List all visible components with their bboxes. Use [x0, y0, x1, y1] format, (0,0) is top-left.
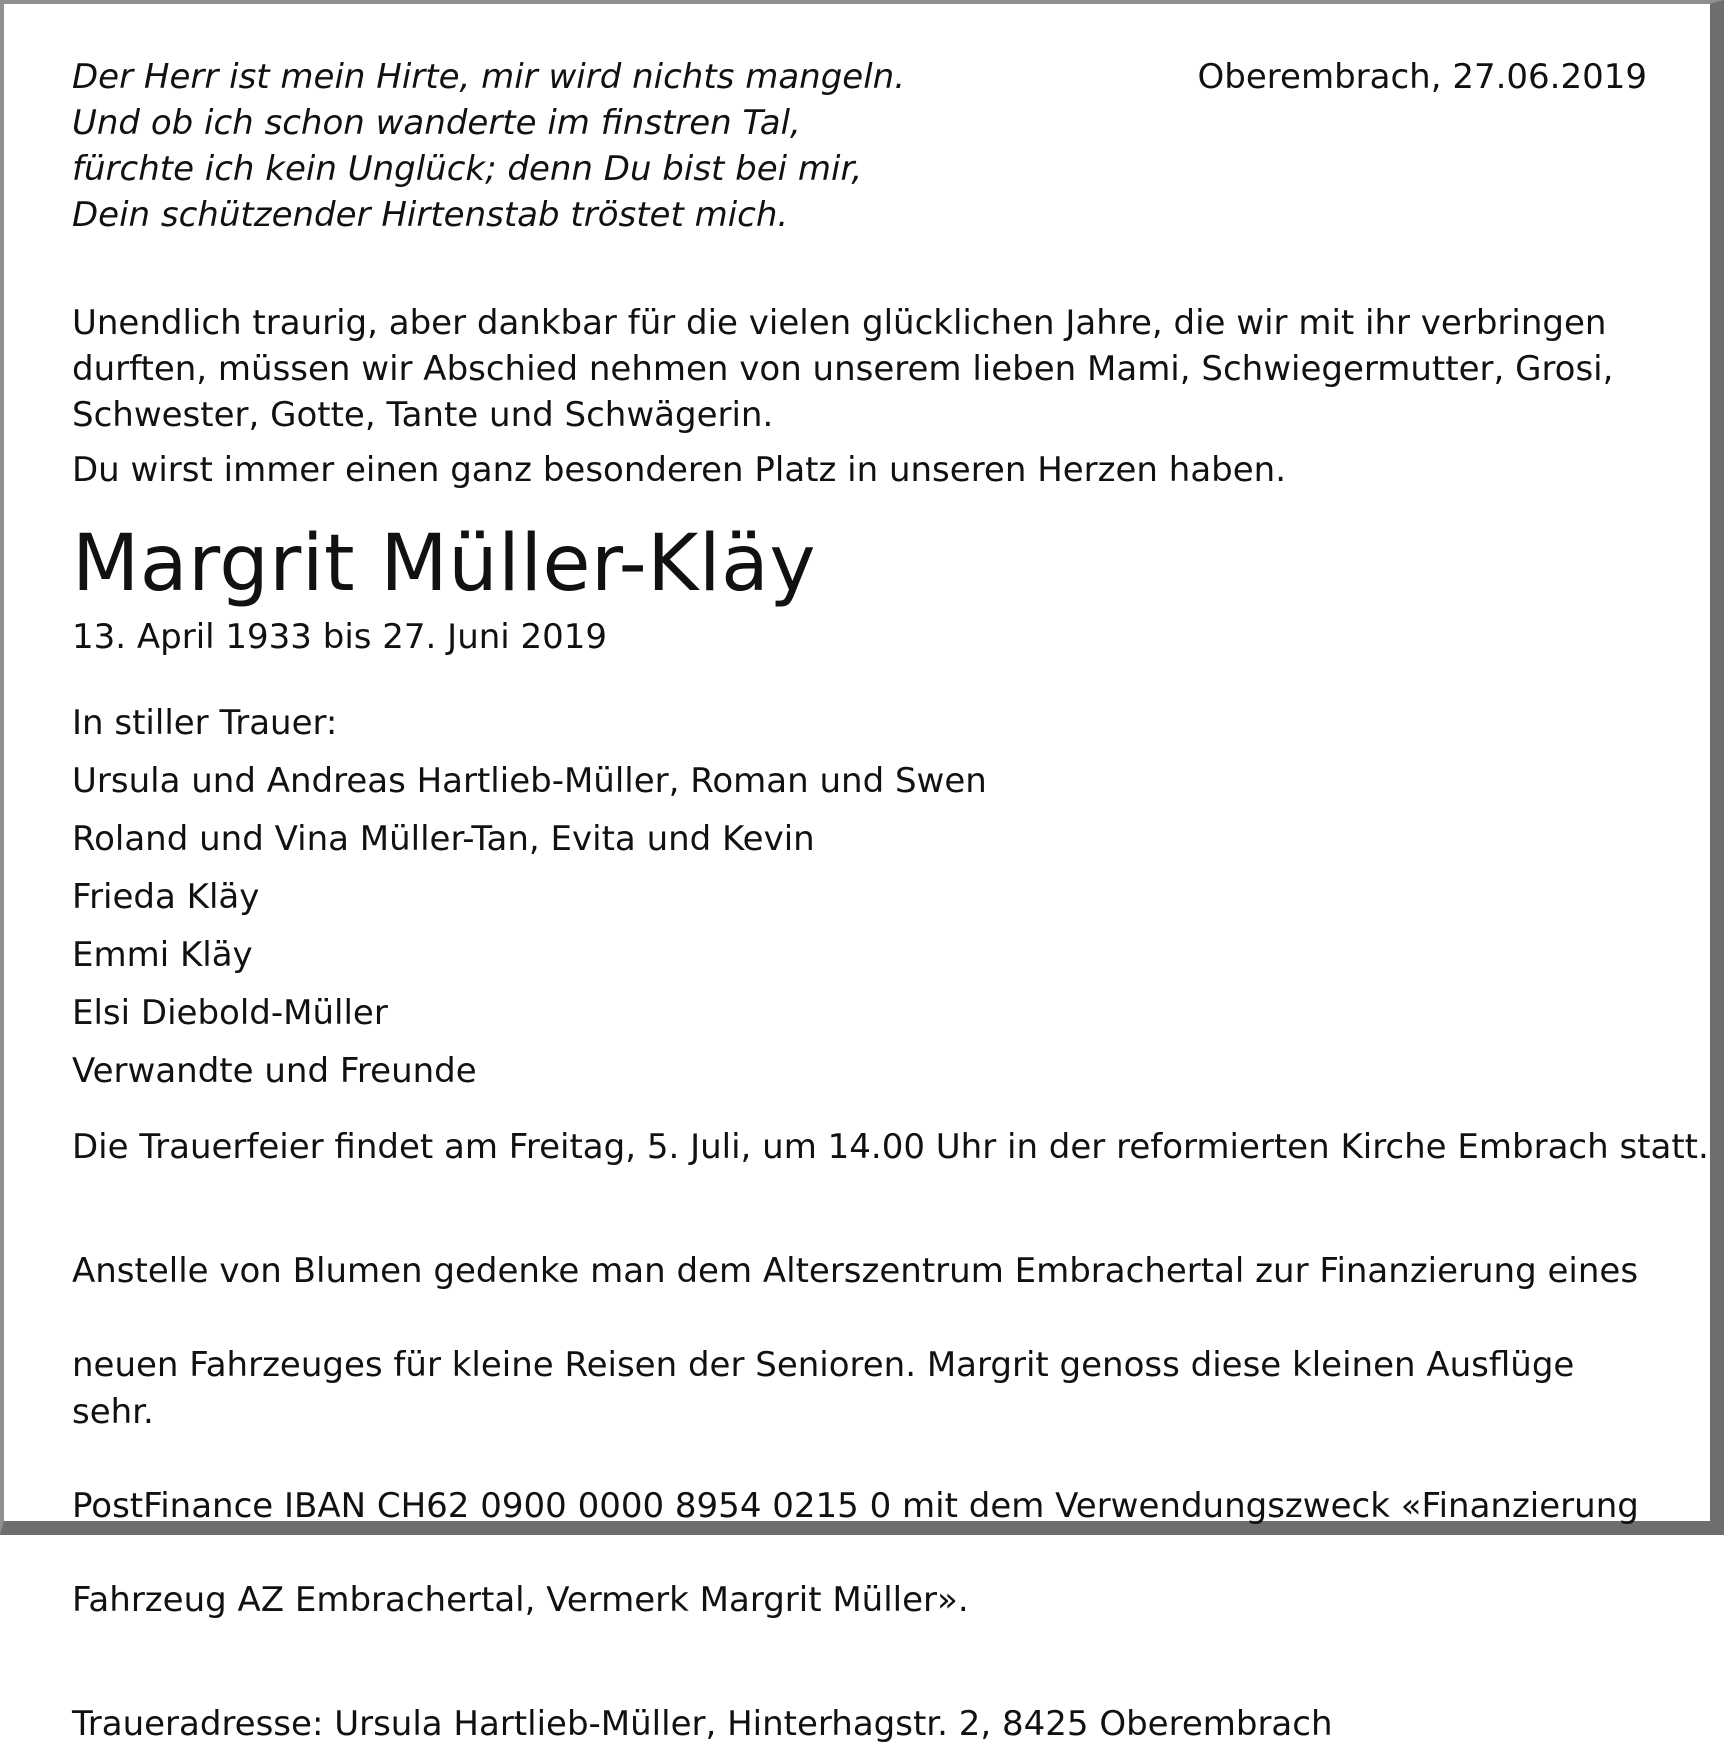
donation-line: neuen Fahrzeuges für kleine Reisen der Senioren. Margrit genoss diese kleinen Ausflüge sehr.: [72, 1345, 1575, 1432]
psalm-line: fürchte ich kein Unglück; denn Du bist bei mir,: [72, 149, 863, 189]
mourner-name: Verwandte und Freunde: [72, 1051, 477, 1091]
intro-line: durften, müssen wir Abschied nehmen von unserem lieben Mami, Schwiegermutter, Grosi,: [72, 349, 1614, 389]
heart-place-sentence: Du wirst immer einen ganz besonderen Platz in unseren Herzen haben.: [72, 450, 1287, 490]
ceremony-details: Die Trauerfeier findet am Freitag, 5. Juli, um 14.00 Uhr in der reformierten Kirche Embrach statt.: [72, 1127, 1709, 1167]
mourner-name: Emmi Kläy: [72, 935, 253, 975]
donation-line: Anstelle von Blumen gedenke man dem Alterszentrum Embrachertal zur Finanzierung eines: [72, 1251, 1639, 1291]
place-date: Oberembrach, 27.06.2019: [1197, 57, 1647, 97]
mourner-name: Ursula und Andreas Hartlieb-Müller, Roman und Swen: [72, 761, 987, 801]
header-row: [72, 54, 1647, 242]
mourning-address: Traueradresse: Ursula Hartlieb-Müller, Hinterhagstr. 2, 8425 Oberembrach: [72, 1704, 1333, 1744]
mourner-name: Elsi Diebold-Müller: [72, 993, 388, 1033]
intro-line: Unendlich traurig, aber dankbar für die vielen glücklichen Jahre, die wir mit ihr verbringen: [72, 303, 1607, 343]
mourner-name: Frieda Kläy: [72, 877, 260, 917]
psalm-line: Und ob ich schon wanderte im finstren Tal,: [72, 103, 801, 143]
intro-line: Schwester, Gotte, Tante und Schwägerin.: [72, 395, 774, 435]
obituary-content: [72, 54, 1709, 1748]
deceased-name: Margrit Müller-Kläy: [72, 519, 816, 609]
mourners-list: [72, 694, 1647, 1100]
donation-line: PostFinance IBAN CH62 0900 0000 8954 0215 0 mit dem Verwendungszweck «Finanzierung: [72, 1486, 1639, 1526]
donation-paragraph: [72, 1201, 1647, 1671]
donation-line: Fahrzeug AZ Embrachertal, Vermerk Margrit Müller».: [72, 1580, 969, 1620]
psalm-line: Der Herr ist mein Hirte, mir wird nichts mangeln.: [72, 57, 905, 97]
intro-paragraph: [72, 300, 1647, 438]
life-dates: 13. April 1933 bis 27. Juni 2019: [72, 617, 608, 657]
psalm-line: Dein schützender Hirtenstab tröstet mich.: [72, 195, 789, 235]
mourners-heading: In stiller Trauer:: [72, 703, 338, 743]
mourner-name: Roland und Vina Müller-Tan, Evita und Kevin: [72, 819, 815, 859]
psalm-quote: [72, 54, 1172, 238]
